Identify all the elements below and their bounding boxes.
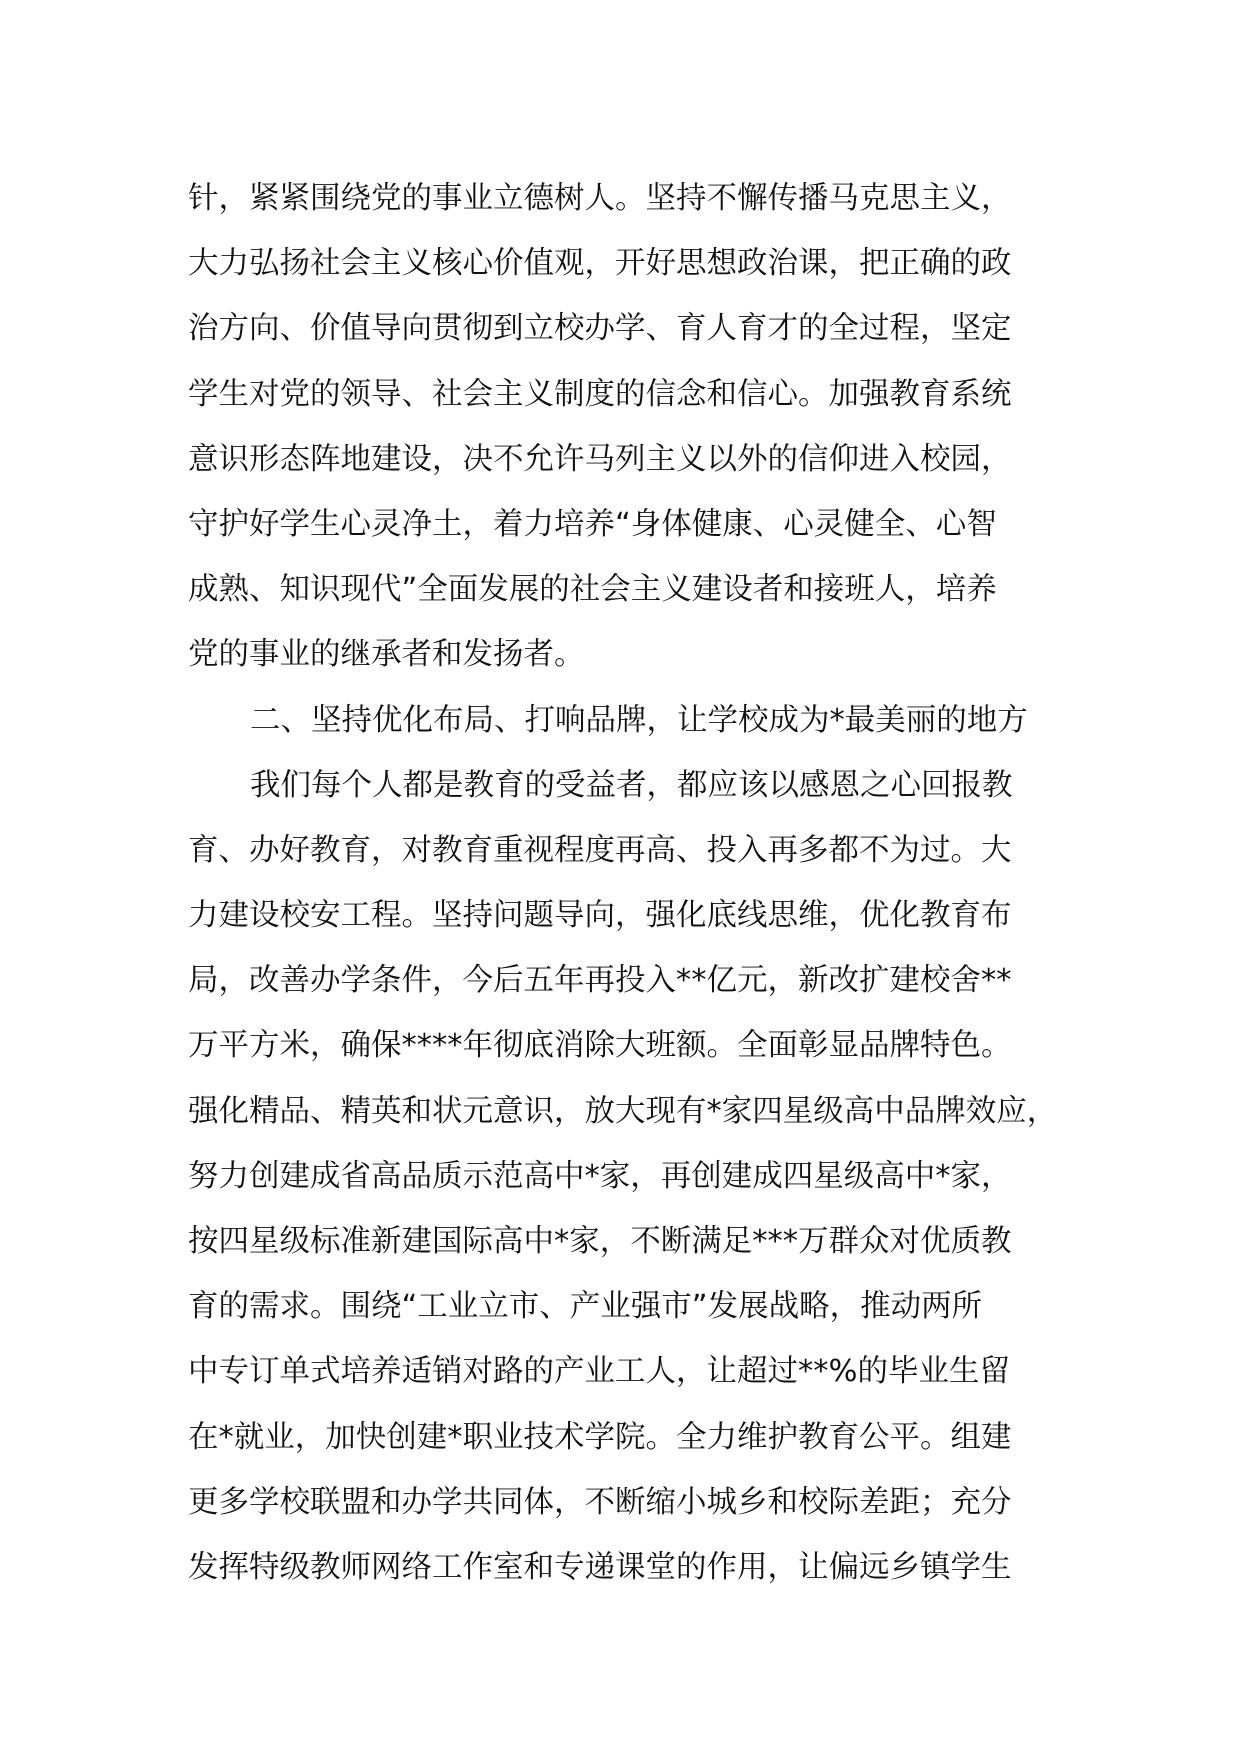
text-line: 育、办好教育，对教育重视程度再高、投入再多都不为过。大: [188, 832, 1012, 868]
text-line: 党的事业的继承者和发扬者。: [188, 637, 585, 673]
text-line: 在*就业，加快创建*职业技术学院。全力维护教育公平。组建: [188, 1419, 1012, 1455]
text-line: 大力弘扬社会主义核心价值观，开好思想政治课，把正确的政: [188, 246, 1012, 282]
paragraph-first-line: 我们每个人都是教育的受益者，都应该以感恩之心回报教: [250, 767, 1013, 803]
text-line: 中专订单式培养适销对路的产业工人，让超过**%的毕业生留: [188, 1354, 1010, 1390]
text-line: 努力创建成省高品质示范高中*家，再创建成四星级高中*家，: [188, 1158, 1012, 1194]
body-text: [188, 166, 1068, 1600]
text-line: 守护好学生心灵净土，着力培养“身体健康、心灵健全、心智: [188, 506, 997, 542]
text-line: 学生对党的领导、社会主义制度的信念和信心。加强教育系统: [188, 376, 1012, 412]
text-line: 局，改善办学条件，今后五年再投入**亿元，新改扩建校舍**: [188, 963, 1012, 999]
text-line: 治方向、价值导向贯彻到立校办学、育人育才的全过程，坚定: [188, 311, 1012, 347]
text-line: 力建设校安工程。坚持问题导向，强化底线思维，优化教育布: [188, 898, 1012, 934]
text-line: 发挥特级教师网络工作室和专递课堂的作用，让偏远乡镇学生: [188, 1549, 1012, 1585]
text-line: 意识形态阵地建设，决不允许马列主义以外的信仰进入校园，: [188, 441, 1012, 477]
text-line: 更多学校联盟和办学共同体，不断缩小城乡和校际差距；充分: [188, 1484, 1012, 1520]
text-line: 成熟、知识现代”全面发展的社会主义建设者和接班人，培养: [188, 572, 997, 608]
text-line: 育的需求。围绕“工业立市、产业强市”发展战略，推动两所: [188, 1289, 983, 1325]
text-line: 针，紧紧围绕党的事业立德树人。坚持不懈传播马克思主义，: [188, 181, 1012, 216]
text-line: 强化精品、精英和状元意识，放大现有*家四星级高中品牌效应，: [188, 1093, 1058, 1129]
section-heading: 二、坚持优化布局、打响品牌，让学校成为*最美丽的地方: [250, 702, 1028, 738]
text-line: 按四星级标准新建国际高中*家，不断满足***万群众对优质教: [188, 1224, 1012, 1259]
text-line: 万平方米，确保****年彻底消除大班额。全面彰显品牌特色。: [188, 1028, 1012, 1064]
